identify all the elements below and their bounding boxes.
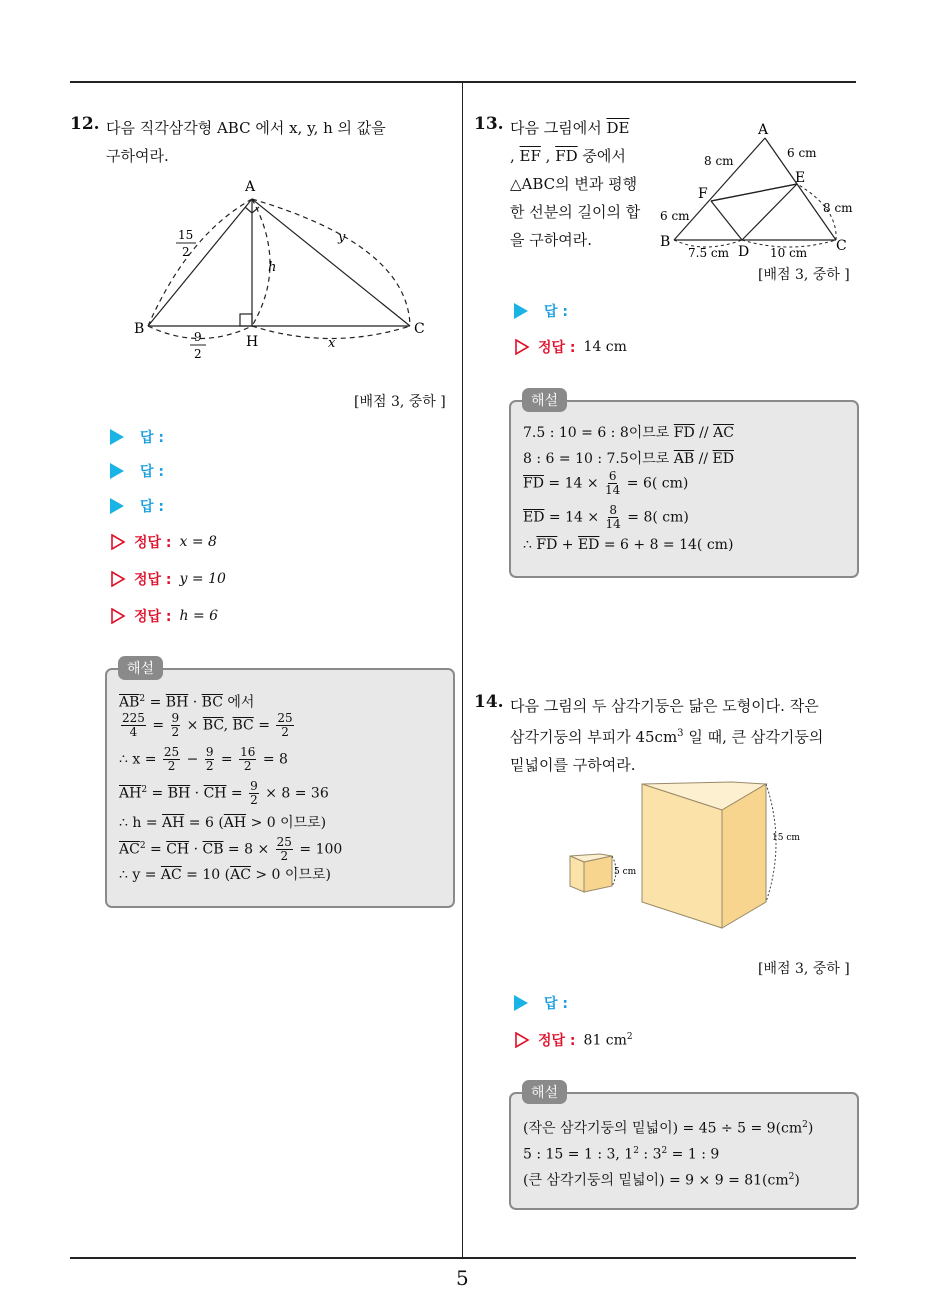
answer-label: 답 :: [140, 499, 164, 515]
side-fb-label: 6 cm: [660, 209, 690, 223]
answer-row: [514, 993, 776, 1013]
solution-line: ∴ $y = \overline{AC} = 10$ ($\overline{AC} > 0$ 이므로): [119, 867, 331, 883]
play-arrow-icon: [514, 995, 528, 1011]
question-text-line: 을 구하여라.: [510, 231, 592, 249]
question-text-line: 다음 그림의 두 삼각기둥은 닮은 도형이다. 작은: [510, 697, 819, 715]
correct-answer-row: [110, 569, 226, 589]
question-12: [70, 114, 100, 134]
question-text-line: 한 선분의 길이의 합: [510, 203, 641, 221]
solution-box: [105, 668, 455, 908]
solution-line: (큰 삼각기둥의 밑넓이) = $9 \times 9 = 81(cm^2)$: [523, 1172, 800, 1189]
correct-answer-label: 정답 :: [134, 535, 172, 551]
solution-line: $\frac{225}{4}$ = $\frac{9}{2}$ × $\overline{BC}$, $\overline{BC}$ = $\frac{25}{2}$: [122, 711, 293, 739]
answer-row: [110, 496, 372, 516]
answer-input[interactable]: [172, 463, 372, 479]
question-13-text: [510, 114, 650, 254]
score-label: [배점 3, 중하 ]: [354, 394, 446, 410]
answer-label: 답 :: [140, 464, 164, 480]
outline-arrow-icon: [110, 608, 126, 624]
solution-line: $\overline{AH}^2 = \overline{BH} \cdot \overline{CH}$ = $\frac{9}{2}$ × 8 = 36: [119, 779, 329, 807]
solution-tag: 해설: [118, 656, 163, 680]
vertex-c-label: C: [414, 321, 425, 337]
triangular-prisms-figure: [562, 776, 812, 936]
solution-box: [509, 400, 859, 578]
solution-line: 8 : 6 = 10 : 7.5이므로 $\overline{AB} // \overline{ED}$: [523, 451, 734, 467]
question-12-text: [106, 114, 386, 170]
question-14: [474, 692, 504, 712]
side-ab-numerator: 15: [178, 228, 194, 242]
correct-answer-row: [514, 337, 627, 357]
triangle-def-figure: [652, 120, 862, 265]
outline-arrow-icon: [514, 339, 530, 355]
play-arrow-icon: [110, 498, 124, 514]
question-text-line: 구하여라.: [106, 147, 169, 165]
bottom-rule: [70, 1257, 856, 1259]
solution-line: $\overline{AC}^2 = \overline{CH} \cdot \overline{CB} = 8$ × $\frac{25}{2}$ = 100: [119, 835, 343, 863]
question-14-text: [510, 692, 823, 779]
correct-answer-row: [110, 606, 218, 626]
outline-arrow-icon: [110, 571, 126, 587]
score-label: [배점 3, 중하 ]: [758, 267, 850, 283]
solution-line: $\overline{ED} = 14$ × $\frac{8}{14}$ = 8( cm): [523, 503, 689, 531]
side-dc-label: 10 cm: [770, 246, 808, 260]
correct-answer-label: 정답 :: [134, 609, 172, 625]
answer-input[interactable]: [576, 995, 776, 1011]
answer-input[interactable]: [172, 498, 372, 514]
score-label: [배점 3, 중하 ]: [758, 961, 850, 977]
right-triangle-figure: [128, 175, 438, 370]
side-af-label: 8 cm: [704, 154, 734, 168]
bh-denominator: 2: [194, 347, 202, 361]
x-label: x: [328, 336, 336, 351]
vertex-b-label: B: [134, 321, 145, 337]
correct-answer-row: [514, 1030, 633, 1050]
answer-input[interactable]: [172, 429, 372, 445]
answer-row: [110, 427, 372, 447]
correct-answer-label: 정답 :: [538, 340, 576, 356]
question-text-line: 밑넓이를 구하여라.: [510, 756, 636, 774]
correct-answer-row: [110, 532, 217, 552]
question-number: 14.: [474, 692, 504, 712]
bh-numerator: 9: [194, 330, 202, 344]
side-ec-label: 8 cm: [823, 201, 853, 215]
top-rule: [70, 81, 856, 83]
play-arrow-icon: [514, 303, 528, 319]
correct-answer-value: x = 8: [179, 534, 217, 550]
solution-tag: 해설: [522, 1080, 567, 1104]
question-text-line: △ABC의 변과 평행: [510, 175, 638, 193]
vertex-a-label: A: [245, 179, 256, 195]
solution-line: ∴ x = $\frac{25}{2}$ − $\frac{9}{2}$ = $\frac{16}{2}$ = 8: [119, 745, 288, 773]
h-label: h: [268, 260, 277, 275]
vertex-f-label: F: [698, 186, 708, 202]
vertex-h-label: H: [246, 334, 259, 350]
play-arrow-icon: [110, 429, 124, 445]
question-text-line: , $\overline{EF}$ , $\overline{FD}$ 중에서: [510, 147, 626, 165]
big-height-label: 15 cm: [772, 833, 800, 843]
answer-label: 답 :: [544, 304, 568, 320]
play-arrow-icon: [110, 463, 124, 479]
correct-answer-value: y = 10: [179, 571, 226, 587]
column-divider: [462, 83, 463, 1258]
vertex-e-label: E: [795, 170, 806, 186]
vertex-c-label: C: [836, 238, 847, 254]
correct-answer-label: 정답 :: [538, 1033, 576, 1049]
question-text-line: 다음 직각삼각형 ABC 에서 x, y, h 의 값을: [106, 119, 386, 137]
side-ae-label: 6 cm: [787, 146, 817, 160]
small-height-label: 5 cm: [614, 867, 637, 877]
solution-line: ∴ $h = \overline{AH} = 6$ ($\overline{AH} > 0$ 이므로): [119, 815, 327, 831]
solution-line: $\overline{FD} = 14$ × $\frac{6}{14}$ = 6( cm): [523, 469, 689, 497]
solution-line: 7.5 : 10 = 6 : 8이므로 $\overline{FD} // \overline{AC}$: [523, 425, 734, 441]
answer-input[interactable]: [576, 303, 776, 319]
side-ab-denominator: 2: [182, 245, 190, 259]
vertex-d-label: D: [738, 244, 750, 260]
question-number: 13.: [474, 114, 504, 134]
solution-box: [509, 1092, 859, 1210]
question-text-line: 다음 그림에서 $\overline{DE}$: [510, 119, 630, 137]
answer-label: 답 :: [140, 430, 164, 446]
page-number: 5: [456, 1266, 469, 1290]
outline-arrow-icon: [110, 534, 126, 550]
y-label: y: [338, 230, 346, 245]
question-number: 12.: [70, 114, 100, 134]
correct-answer-label: 정답 :: [134, 572, 172, 588]
vertex-b-label: B: [660, 234, 671, 250]
answer-row: [110, 461, 372, 481]
outline-arrow-icon: [514, 1032, 530, 1048]
solution-line: ∴ $\overline{FD} + \overline{ED} = 6 + 8 = 14$( cm): [523, 537, 734, 553]
correct-answer-value: 14 cm: [583, 339, 627, 355]
side-bd-label: 7.5 cm: [688, 246, 729, 260]
solution-tag: 해설: [522, 388, 567, 412]
solution-line: 5 : 15 = 1 : 3, $1^2$ : $3^2 = 1$ : 9: [523, 1146, 720, 1163]
question-text-line: 삼각기둥의 부피가 $45cm^3$ 일 때, 큰 삼각기둥의: [510, 728, 824, 746]
correct-answer-value: 81 $cm^2$: [583, 1031, 633, 1049]
correct-answer-value: h = 6: [179, 608, 219, 624]
question-13: [474, 114, 504, 134]
answer-label: 답 :: [544, 996, 568, 1012]
solution-line: (작은 삼각기둥의 밑넓이) = $45 \div 5 = 9(cm^2)$: [523, 1120, 814, 1137]
answer-row: [514, 301, 776, 321]
solution-line: $\overline{AB}^2 = \overline{BH} \cdot \overline{BC}$ 에서: [119, 694, 255, 711]
vertex-a-label: A: [758, 122, 769, 138]
